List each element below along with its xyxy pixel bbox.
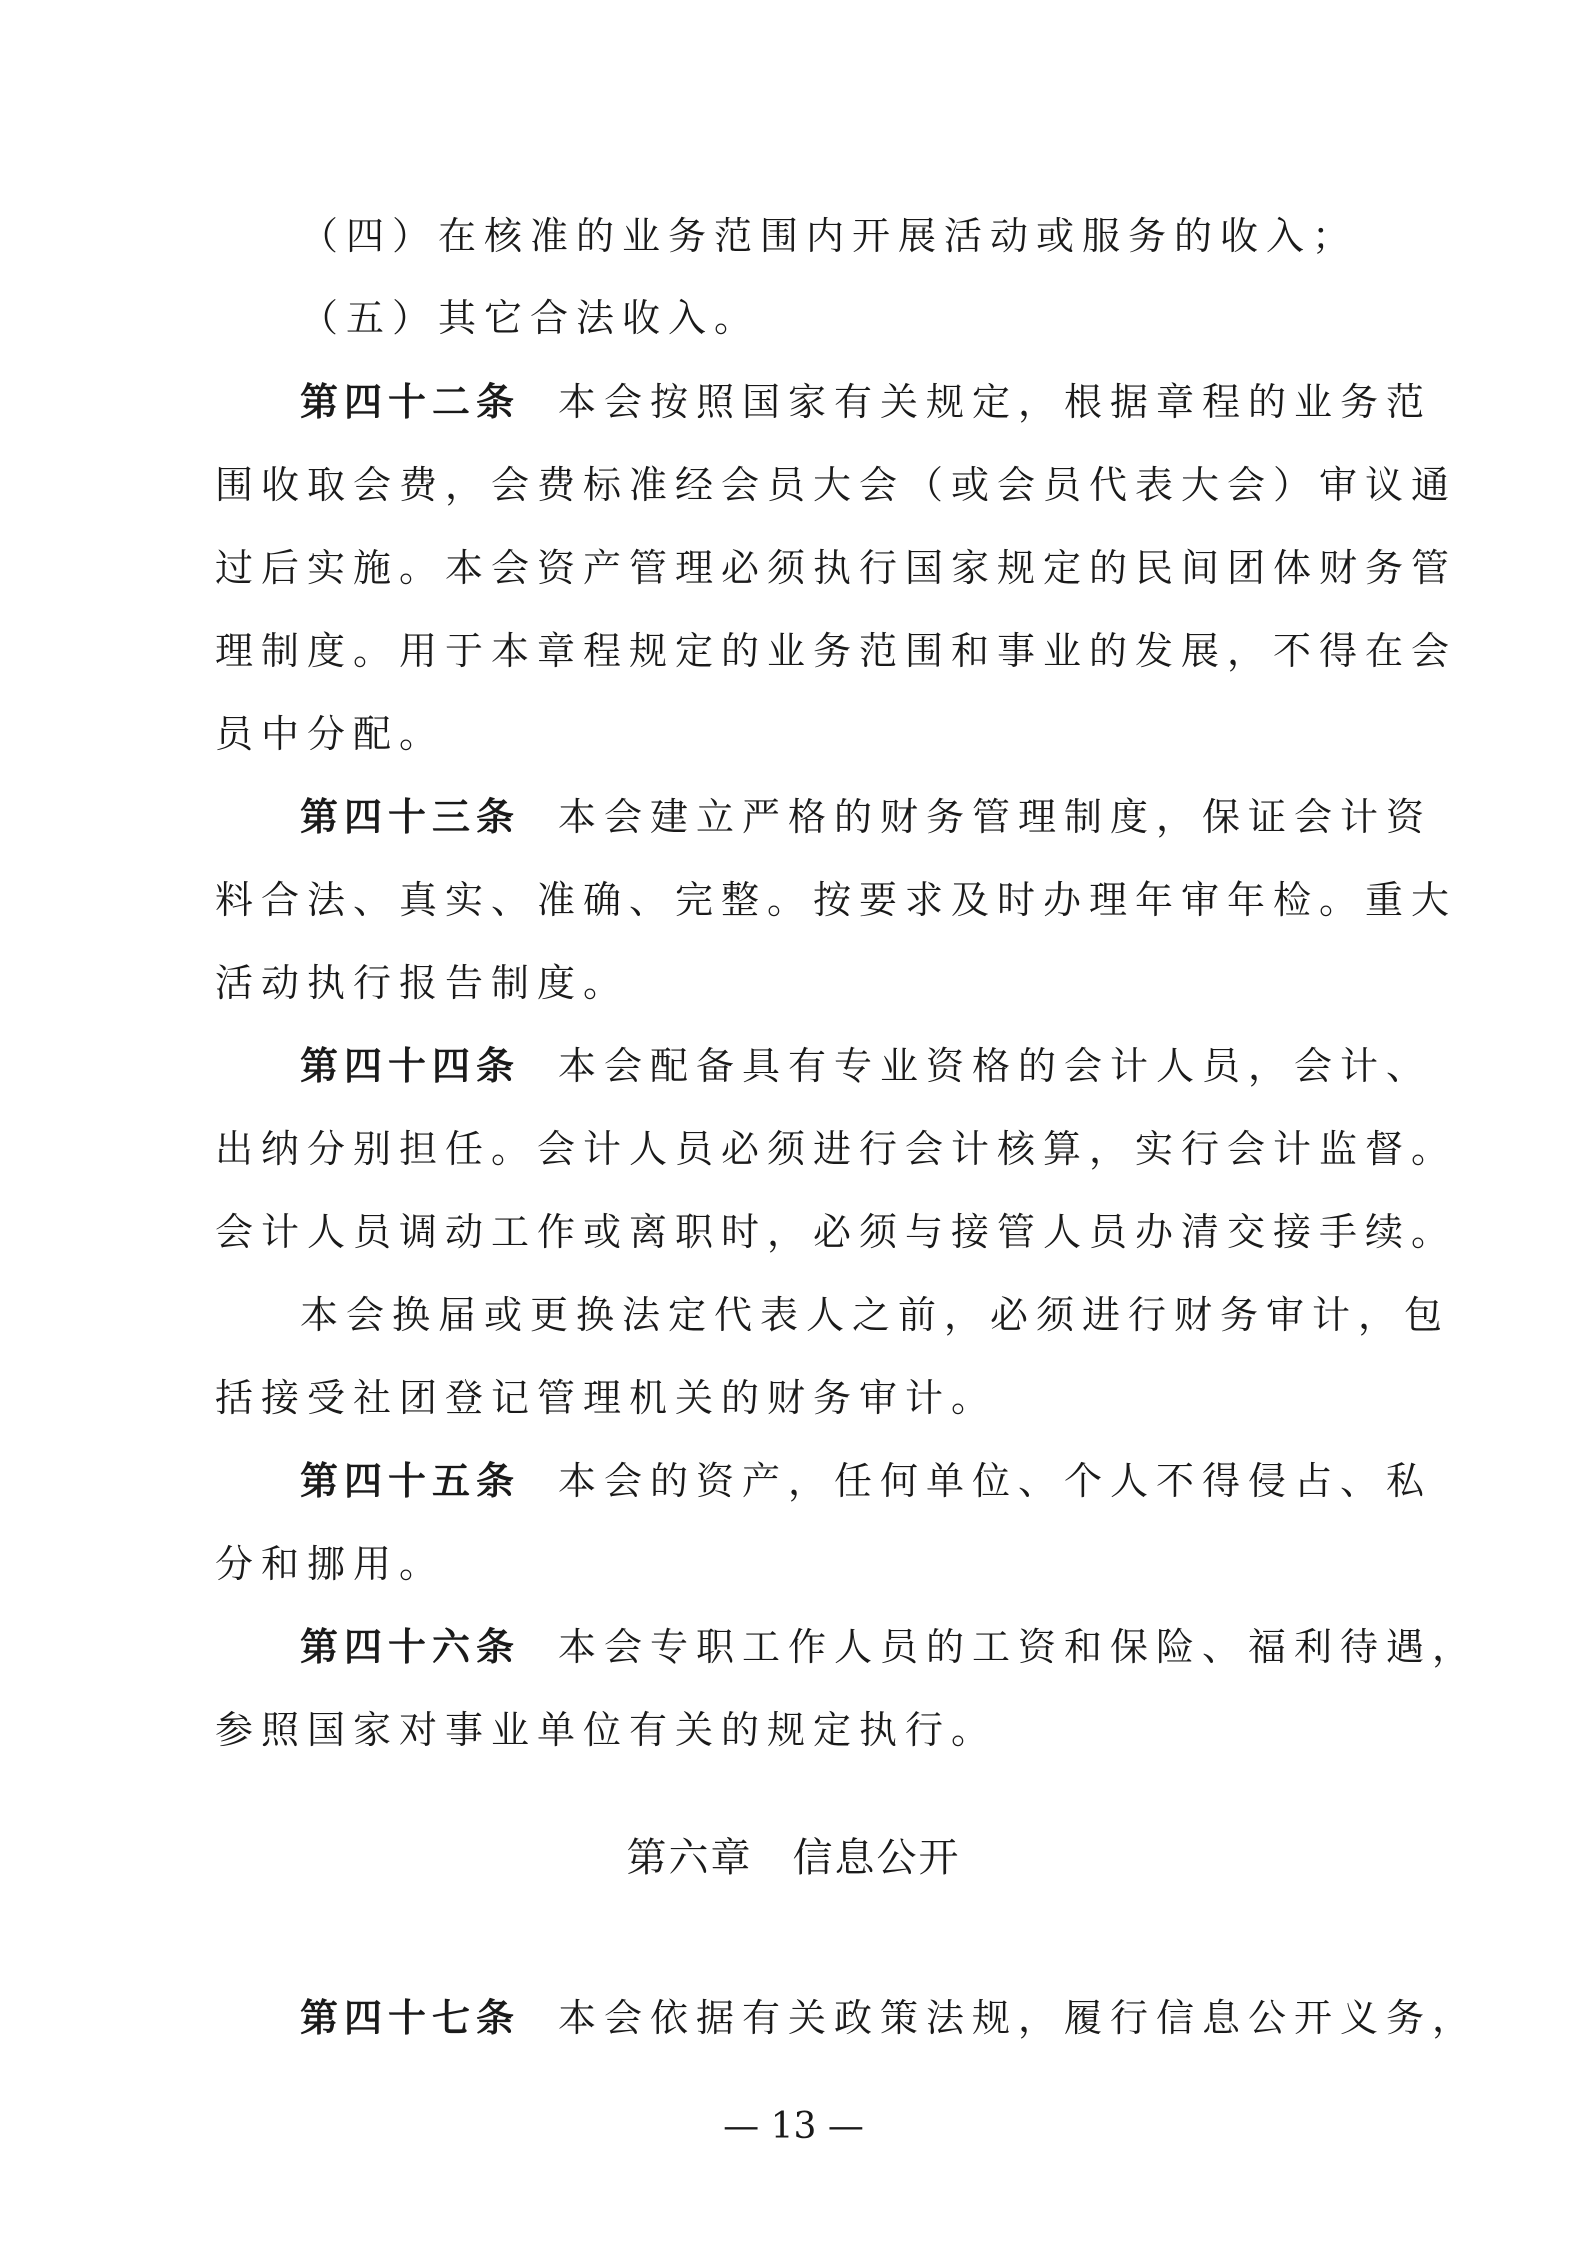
article-46-line: 第四十六条 本会专职工作人员的工资和保险、福利待遇， bbox=[300, 1625, 1479, 1669]
paragraph-line: 分和挪用。 bbox=[215, 1542, 446, 1586]
article-47-line: 第四十七条 本会依据有关政策法规，履行信息公开义务， bbox=[300, 1996, 1479, 2040]
article-42-heading: 第四十二条 bbox=[300, 380, 521, 424]
paragraph-line: 过后实施。本会资产管理必须执行国家规定的民间团体财务管 bbox=[215, 546, 1458, 590]
paragraph-line: 会计人员调动工作或离职时，必须与接管人员办清交接手续。 bbox=[215, 1210, 1458, 1254]
article-44-heading: 第四十四条 bbox=[300, 1044, 521, 1088]
page-number: — 13 — bbox=[723, 2106, 864, 2147]
paragraph-line: （四）在核准的业务范围内开展活动或服务的收入； bbox=[300, 214, 1359, 258]
paragraph-line: 料合法、真实、准确、完整。按要求及时办理年审年检。重大 bbox=[215, 878, 1458, 922]
paragraph-line: 本会换届或更换法定代表人之前，必须进行财务审计，包 bbox=[300, 1293, 1451, 1337]
chapter-number: 第六章 bbox=[626, 1835, 753, 1881]
article-43-line: 第四十三条 本会建立严格的财务管理制度，保证会计资 bbox=[300, 795, 1433, 839]
paragraph-line: 员中分配。 bbox=[215, 712, 446, 756]
paragraph-line: 理制度。用于本章程规定的业务范围和事业的发展，不得在会 bbox=[215, 629, 1458, 673]
article-45-heading: 第四十五条 bbox=[300, 1459, 521, 1503]
paragraph-line: （五）其它合法收入。 bbox=[300, 296, 761, 340]
chapter-heading bbox=[0, 1833, 1587, 1883]
article-47-heading: 第四十七条 bbox=[300, 1996, 521, 2040]
article-46-heading: 第四十六条 bbox=[300, 1625, 521, 1669]
article-42-line: 第四十二条 本会按照国家有关规定，根据章程的业务范 bbox=[300, 380, 1433, 424]
article-45-line: 第四十五条 本会的资产，任何单位、个人不得侵占、私 bbox=[300, 1459, 1433, 1503]
paragraph-line: 参照国家对事业单位有关的规定执行。 bbox=[215, 1708, 998, 1752]
paragraph-line: 出纳分别担任。会计人员必须进行会计核算，实行会计监督。 bbox=[215, 1127, 1458, 1171]
chapter-title: 信息公开 bbox=[792, 1835, 961, 1881]
paragraph-line: 活动执行报告制度。 bbox=[215, 961, 630, 1005]
paragraph-line: 括接受社团登记管理机关的财务审计。 bbox=[215, 1376, 998, 1420]
paragraph-line: 围收取会费，会费标准经会员大会（或会员代表大会）审议通 bbox=[215, 463, 1458, 507]
article-43-heading: 第四十三条 bbox=[300, 795, 521, 839]
article-44-line: 第四十四条 本会配备具有专业资格的会计人员，会计、 bbox=[300, 1044, 1433, 1088]
